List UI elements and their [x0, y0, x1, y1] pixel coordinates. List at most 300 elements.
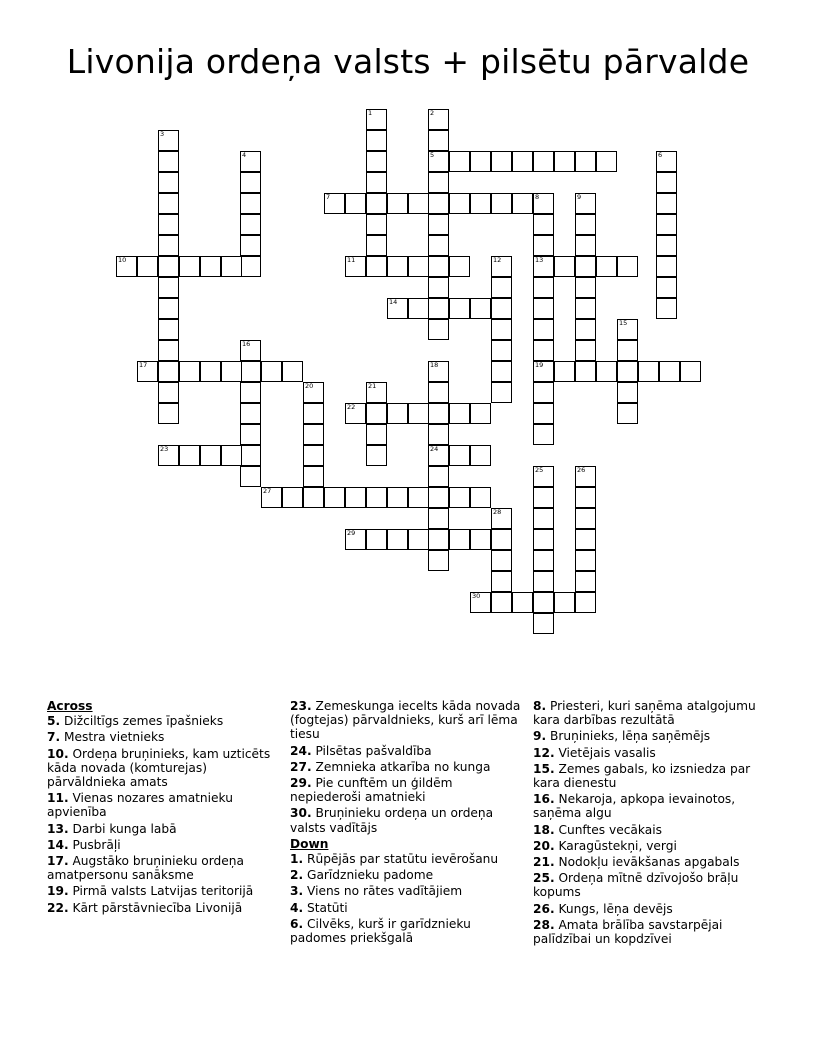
grid-cell[interactable] — [428, 130, 449, 151]
grid-cell[interactable] — [428, 466, 449, 487]
grid-cell[interactable] — [533, 613, 554, 634]
grid-cell[interactable] — [617, 319, 638, 340]
grid-cell[interactable] — [158, 445, 179, 466]
clue-text: Viens no rātes vadītājiem — [303, 884, 463, 899]
grid-cell[interactable] — [158, 172, 179, 193]
grid-cell[interactable] — [408, 529, 429, 550]
grid-cell[interactable] — [366, 424, 387, 445]
grid-cell[interactable] — [179, 361, 200, 382]
clue-text: Vienas nozares amatnieku apvienība — [47, 791, 233, 820]
clue-number-label: 23. — [290, 699, 312, 713]
clue-text: Dižciltīgs zemes īpašnieks — [60, 714, 224, 729]
grid-cell[interactable] — [491, 592, 512, 613]
clue — [290, 901, 526, 915]
clue-number: 5 — [430, 151, 435, 159]
grid-cell[interactable] — [240, 193, 261, 214]
grid-cell[interactable] — [137, 256, 158, 277]
grid-cell[interactable] — [575, 319, 596, 340]
clue — [290, 699, 526, 742]
clue-number-label: 10. — [47, 746, 69, 761]
grid-cell[interactable] — [491, 151, 512, 172]
grid-cell[interactable] — [617, 256, 638, 277]
grid-cell[interactable] — [158, 319, 179, 340]
grid-cell[interactable] — [240, 151, 261, 172]
grid-cell[interactable] — [303, 424, 324, 445]
grid-cell[interactable] — [575, 592, 596, 613]
clue-number-label: 13. — [47, 821, 69, 836]
clue-text: Priesteri, kuri saņēma atalgojumu kara darbības rezultātā — [533, 699, 756, 728]
grid-cell[interactable] — [428, 256, 449, 277]
grid-cell[interactable] — [596, 256, 617, 277]
grid-cell[interactable] — [240, 382, 261, 403]
clue — [533, 762, 771, 790]
grid-cell[interactable] — [533, 361, 554, 382]
clue — [533, 792, 771, 820]
grid-cell[interactable] — [491, 529, 512, 550]
grid-cell[interactable] — [470, 151, 491, 172]
grid-cell[interactable] — [428, 109, 449, 130]
grid-cell[interactable] — [533, 214, 554, 235]
grid-cell[interactable] — [137, 361, 158, 382]
clue-text: Augstāko bruņinieku ordeņa amatpersonu sanāksme — [47, 854, 244, 883]
grid-cell[interactable] — [470, 193, 491, 214]
grid-cell[interactable] — [449, 487, 470, 508]
clue-number: 20 — [305, 382, 314, 390]
clue-number-label: 14. — [47, 837, 69, 852]
clue-number-label: 22. — [47, 900, 69, 915]
grid-cell[interactable] — [428, 214, 449, 235]
clue-number: 30 — [472, 592, 481, 600]
grid-cell[interactable] — [345, 256, 366, 277]
grid-cell[interactable] — [158, 382, 179, 403]
clue-number-label: 24. — [290, 743, 312, 758]
grid-cell[interactable] — [408, 403, 429, 424]
grid-cell[interactable] — [387, 529, 408, 550]
grid-cell[interactable] — [491, 256, 512, 277]
grid-cell[interactable] — [491, 382, 512, 403]
grid-cell[interactable] — [449, 403, 470, 424]
grid-cell[interactable] — [366, 256, 387, 277]
clue-number: 11 — [347, 256, 356, 264]
clue-number: 2 — [430, 109, 435, 117]
clue-number: 22 — [347, 403, 356, 411]
clue-text: Statūti — [303, 900, 348, 915]
grid-cell[interactable] — [428, 550, 449, 571]
grid-cell[interactable] — [428, 172, 449, 193]
grid-cell[interactable] — [575, 235, 596, 256]
grid-cell[interactable] — [240, 256, 261, 277]
clue — [47, 854, 275, 882]
grid-cell[interactable] — [366, 214, 387, 235]
grid-cell[interactable] — [554, 256, 575, 277]
clue-number: 18 — [430, 361, 439, 369]
clue-number: 21 — [368, 382, 377, 390]
grid-cell[interactable] — [158, 298, 179, 319]
grid-cell[interactable] — [387, 298, 408, 319]
grid-cell[interactable] — [428, 319, 449, 340]
grid-cell[interactable] — [282, 487, 303, 508]
grid-cell[interactable] — [656, 298, 677, 319]
clue — [47, 901, 275, 915]
grid-cell[interactable] — [387, 403, 408, 424]
grid-cell[interactable] — [533, 487, 554, 508]
clue — [290, 852, 526, 866]
grid-cell[interactable] — [491, 193, 512, 214]
grid-cell[interactable] — [240, 214, 261, 235]
grid-cell[interactable] — [656, 256, 677, 277]
grid-cell[interactable] — [533, 466, 554, 487]
grid-cell[interactable] — [554, 361, 575, 382]
grid-cell[interactable] — [366, 193, 387, 214]
grid-cell[interactable] — [179, 445, 200, 466]
grid-cell[interactable] — [449, 256, 470, 277]
clue-number-label: 9. — [533, 729, 547, 744]
grid-cell[interactable] — [221, 256, 242, 277]
grid-cell[interactable] — [303, 445, 324, 466]
grid-cell[interactable] — [575, 508, 596, 529]
clue-text: Amata brālība savstarpējai palīdzībai un kopdzīvei — [533, 917, 723, 947]
grid-cell[interactable] — [656, 193, 677, 214]
grid-cell[interactable] — [575, 466, 596, 487]
clue-number-label: 20. — [533, 838, 555, 853]
clues-column-1 — [47, 699, 275, 917]
grid-cell[interactable] — [428, 508, 449, 529]
clue — [47, 730, 275, 744]
grid-cell[interactable] — [533, 592, 554, 613]
grid-cell[interactable] — [428, 424, 449, 445]
grid-cell[interactable] — [366, 172, 387, 193]
grid-cell[interactable] — [470, 529, 491, 550]
grid-cell[interactable] — [533, 256, 554, 277]
grid-cell[interactable] — [428, 529, 449, 550]
grid-cell[interactable] — [428, 277, 449, 298]
grid-cell[interactable] — [158, 235, 179, 256]
clue — [533, 918, 771, 946]
grid-cell[interactable] — [158, 193, 179, 214]
grid-cell[interactable] — [491, 361, 512, 382]
grid-cell[interactable] — [533, 235, 554, 256]
grid-cell[interactable] — [179, 256, 200, 277]
grid-cell[interactable] — [533, 193, 554, 214]
grid-cell[interactable] — [428, 361, 449, 382]
grid-cell[interactable] — [575, 298, 596, 319]
grid-cell[interactable] — [575, 193, 596, 214]
grid-cell[interactable] — [345, 487, 366, 508]
grid-cell[interactable] — [324, 193, 345, 214]
clue-text: Pusbrāļi — [68, 837, 121, 852]
grid-cell[interactable] — [575, 277, 596, 298]
grid-cell[interactable] — [366, 109, 387, 130]
grid-cell[interactable] — [366, 382, 387, 403]
grid-cell[interactable] — [680, 361, 701, 382]
grid-cell[interactable] — [240, 445, 261, 466]
clue-text: Pie cunftēm un ģildēm nepiederoši amatnieki — [290, 776, 453, 805]
clue — [533, 699, 771, 727]
clue-number: 9 — [577, 193, 582, 201]
grid-cell[interactable] — [200, 361, 221, 382]
clue-number-label: 1. — [290, 852, 304, 867]
down-heading: Down — [290, 836, 329, 851]
grid-cell[interactable] — [428, 193, 449, 214]
grid-cell[interactable] — [366, 151, 387, 172]
clue-number: 16 — [242, 340, 251, 348]
clue-number-label: 21. — [533, 855, 555, 870]
grid-cell[interactable] — [303, 403, 324, 424]
clue-number: 12 — [493, 256, 502, 264]
grid-cell[interactable] — [638, 361, 659, 382]
grid-cell[interactable] — [470, 592, 491, 613]
clue-number-label: 26. — [533, 901, 555, 916]
clue-number-label: 30. — [290, 806, 312, 821]
grid-cell[interactable] — [240, 172, 261, 193]
down-clue-list — [290, 852, 526, 945]
clue — [533, 839, 771, 853]
clue-text: Pilsētas pašvaldība — [311, 743, 432, 758]
clue-number-label: 4. — [290, 900, 304, 915]
grid-cell[interactable] — [656, 235, 677, 256]
grid-cell[interactable] — [470, 445, 491, 466]
grid-cell[interactable] — [491, 550, 512, 571]
grid-cell[interactable] — [366, 445, 387, 466]
clue-text: Rūpējās par statūtu ievērošanu — [303, 852, 499, 867]
grid-cell[interactable] — [408, 193, 429, 214]
clue-number: 17 — [139, 361, 148, 369]
clue-text: Zemeskunga iecelts kāda novada (fogtejas) pārvaldnieks, kurš arī lēma tiesu — [290, 699, 521, 742]
grid-cell[interactable] — [221, 361, 242, 382]
grid-cell[interactable] — [470, 487, 491, 508]
across-clue-list-continued — [290, 699, 526, 835]
clue-number-label: 7. — [47, 730, 61, 745]
clue — [290, 744, 526, 758]
grid-cell[interactable] — [449, 193, 470, 214]
grid-cell[interactable] — [575, 529, 596, 550]
clue-number-label: 19. — [47, 884, 69, 899]
grid-cell[interactable] — [158, 151, 179, 172]
grid-cell[interactable] — [449, 298, 470, 319]
grid-cell[interactable] — [200, 256, 221, 277]
grid-cell[interactable] — [533, 424, 554, 445]
grid-cell[interactable] — [261, 361, 282, 382]
grid-cell[interactable] — [554, 151, 575, 172]
grid-cell[interactable] — [575, 340, 596, 361]
grid-cell[interactable] — [554, 592, 575, 613]
page-title: Livonija ordeņa valsts + pilsētu pārvalde — [66, 42, 750, 81]
grid-cell[interactable] — [303, 487, 324, 508]
clue-number-label: 27. — [290, 759, 312, 774]
down-clue-list-continued — [533, 699, 771, 946]
clue-text: Kārt pārstāvniecība Livonijā — [68, 900, 243, 915]
grid-cell[interactable] — [158, 403, 179, 424]
grid-cell[interactable] — [533, 340, 554, 361]
grid-cell[interactable] — [387, 487, 408, 508]
grid-cell[interactable] — [575, 550, 596, 571]
grid-cell[interactable] — [200, 445, 221, 466]
grid-cell[interactable] — [449, 151, 470, 172]
grid-cell[interactable] — [512, 193, 533, 214]
clue-number-label: 29. — [290, 776, 312, 791]
grid-cell[interactable] — [158, 277, 179, 298]
clue — [47, 822, 275, 836]
grid-cell[interactable] — [428, 445, 449, 466]
grid-cell[interactable] — [596, 361, 617, 382]
grid-cell[interactable] — [659, 361, 680, 382]
grid-cell[interactable] — [596, 151, 617, 172]
grid-cell[interactable] — [533, 277, 554, 298]
clue — [47, 747, 275, 790]
grid-cell[interactable] — [533, 550, 554, 571]
clue-number-label: 5. — [47, 714, 61, 729]
clue-number-label: 3. — [290, 884, 304, 899]
grid-cell[interactable] — [158, 214, 179, 235]
grid-cell[interactable] — [324, 487, 345, 508]
grid-cell[interactable] — [575, 151, 596, 172]
grid-cell[interactable] — [491, 298, 512, 319]
grid-cell[interactable] — [221, 445, 242, 466]
clue-number: 8 — [535, 193, 540, 201]
grid-cell[interactable] — [366, 487, 387, 508]
clues-column-3 — [533, 699, 771, 948]
grid-cell[interactable] — [428, 298, 449, 319]
clues-column-2 — [290, 699, 526, 947]
grid-cell[interactable] — [428, 487, 449, 508]
grid-cell[interactable] — [387, 193, 408, 214]
grid-cell[interactable] — [158, 256, 179, 277]
clue — [533, 746, 771, 760]
grid-cell[interactable] — [408, 256, 429, 277]
grid-cell[interactable] — [345, 529, 366, 550]
grid-cell[interactable] — [240, 403, 261, 424]
grid-cell[interactable] — [240, 235, 261, 256]
grid-cell[interactable] — [240, 466, 261, 487]
grid-cell[interactable] — [533, 571, 554, 592]
grid-cell[interactable] — [345, 193, 366, 214]
clue-number: 25 — [535, 466, 544, 474]
grid-cell[interactable] — [533, 403, 554, 424]
grid-cell[interactable] — [533, 298, 554, 319]
clue-number: 24 — [430, 445, 439, 453]
grid-cell[interactable] — [158, 130, 179, 151]
clue-text: Bruņinieku ordeņa un ordeņa valsts vadītājs — [290, 806, 494, 835]
grid-cell[interactable] — [387, 256, 408, 277]
grid-cell[interactable] — [366, 235, 387, 256]
clue-number-label: 28. — [533, 917, 555, 932]
grid-cell[interactable] — [282, 361, 303, 382]
grid-cell[interactable] — [261, 487, 282, 508]
grid-cell[interactable] — [366, 529, 387, 550]
grid-cell[interactable] — [512, 151, 533, 172]
grid-cell[interactable] — [575, 571, 596, 592]
clue-number: 7 — [326, 193, 331, 201]
grid-cell[interactable] — [240, 424, 261, 445]
clue — [290, 884, 526, 898]
clue-text: Garīdznieku padome — [303, 868, 434, 883]
clue — [47, 838, 275, 852]
grid-cell[interactable] — [303, 466, 324, 487]
clue — [290, 776, 526, 804]
grid-cell[interactable] — [428, 151, 449, 172]
grid-cell[interactable] — [428, 403, 449, 424]
clue-number-label: 12. — [533, 745, 555, 760]
grid-cell[interactable] — [240, 340, 261, 361]
clue-number-label: 15. — [533, 761, 555, 776]
clue-number: 19 — [535, 361, 544, 369]
grid-cell[interactable] — [428, 235, 449, 256]
grid-cell[interactable] — [449, 529, 470, 550]
clue — [533, 871, 771, 899]
grid-cell[interactable] — [491, 319, 512, 340]
grid-cell[interactable] — [533, 319, 554, 340]
grid-cell[interactable] — [656, 277, 677, 298]
grid-cell[interactable] — [575, 214, 596, 235]
grid-cell[interactable] — [656, 151, 677, 172]
grid-cell[interactable] — [575, 487, 596, 508]
grid-cell[interactable] — [408, 298, 429, 319]
grid-cell[interactable] — [345, 403, 366, 424]
grid-cell[interactable] — [575, 361, 596, 382]
grid-cell[interactable] — [491, 340, 512, 361]
clue-number: 10 — [118, 256, 127, 264]
clue-number: 13 — [535, 256, 544, 264]
clue-number: 23 — [160, 445, 169, 453]
grid-cell[interactable] — [408, 487, 429, 508]
clue — [47, 791, 275, 819]
clue-number-label: 18. — [533, 822, 555, 837]
grid-cell[interactable] — [617, 340, 638, 361]
grid-cell[interactable] — [533, 382, 554, 403]
grid-cell[interactable] — [617, 403, 638, 424]
grid-cell[interactable] — [617, 361, 638, 382]
grid-cell[interactable] — [158, 340, 179, 361]
clue-number: 4 — [242, 151, 247, 159]
grid-cell[interactable] — [366, 403, 387, 424]
grid-cell[interactable] — [366, 130, 387, 151]
grid-cell[interactable] — [617, 382, 638, 403]
grid-cell[interactable] — [470, 403, 491, 424]
clue — [533, 902, 771, 916]
clue-text: Nekaroja, apkopa ievainotos, saņēma algu — [533, 792, 736, 821]
grid-cell[interactable] — [303, 382, 324, 403]
clue-number-label: 8. — [533, 699, 547, 713]
clue-text: Nodokļu ievākšanas apgabals — [554, 855, 740, 870]
grid-cell[interactable] — [491, 277, 512, 298]
grid-cell[interactable] — [575, 256, 596, 277]
grid-cell[interactable] — [491, 571, 512, 592]
clue-number: 6 — [658, 151, 663, 159]
grid-cell[interactable] — [491, 508, 512, 529]
grid-cell[interactable] — [656, 172, 677, 193]
grid-cell[interactable] — [449, 445, 470, 466]
clue-text: Vietējais vasalis — [554, 745, 656, 760]
grid-cell[interactable] — [470, 298, 491, 319]
clue — [533, 729, 771, 743]
grid-cell[interactable] — [428, 382, 449, 403]
clue-text: Bruņinieks, lēņa saņēmējs — [546, 729, 711, 744]
grid-cell[interactable] — [240, 361, 261, 382]
clue — [290, 806, 526, 834]
clue-text: Darbi kunga labā — [68, 821, 177, 836]
grid-cell[interactable] — [533, 151, 554, 172]
grid-cell[interactable] — [158, 361, 179, 382]
clue-number-label: 11. — [47, 791, 69, 806]
grid-cell[interactable] — [512, 592, 533, 613]
clue — [290, 917, 526, 945]
grid-cell[interactable] — [116, 256, 137, 277]
grid-cell[interactable] — [533, 529, 554, 550]
grid-cell[interactable] — [656, 214, 677, 235]
grid-cell[interactable] — [533, 508, 554, 529]
clue — [47, 714, 275, 728]
clue — [290, 760, 526, 774]
